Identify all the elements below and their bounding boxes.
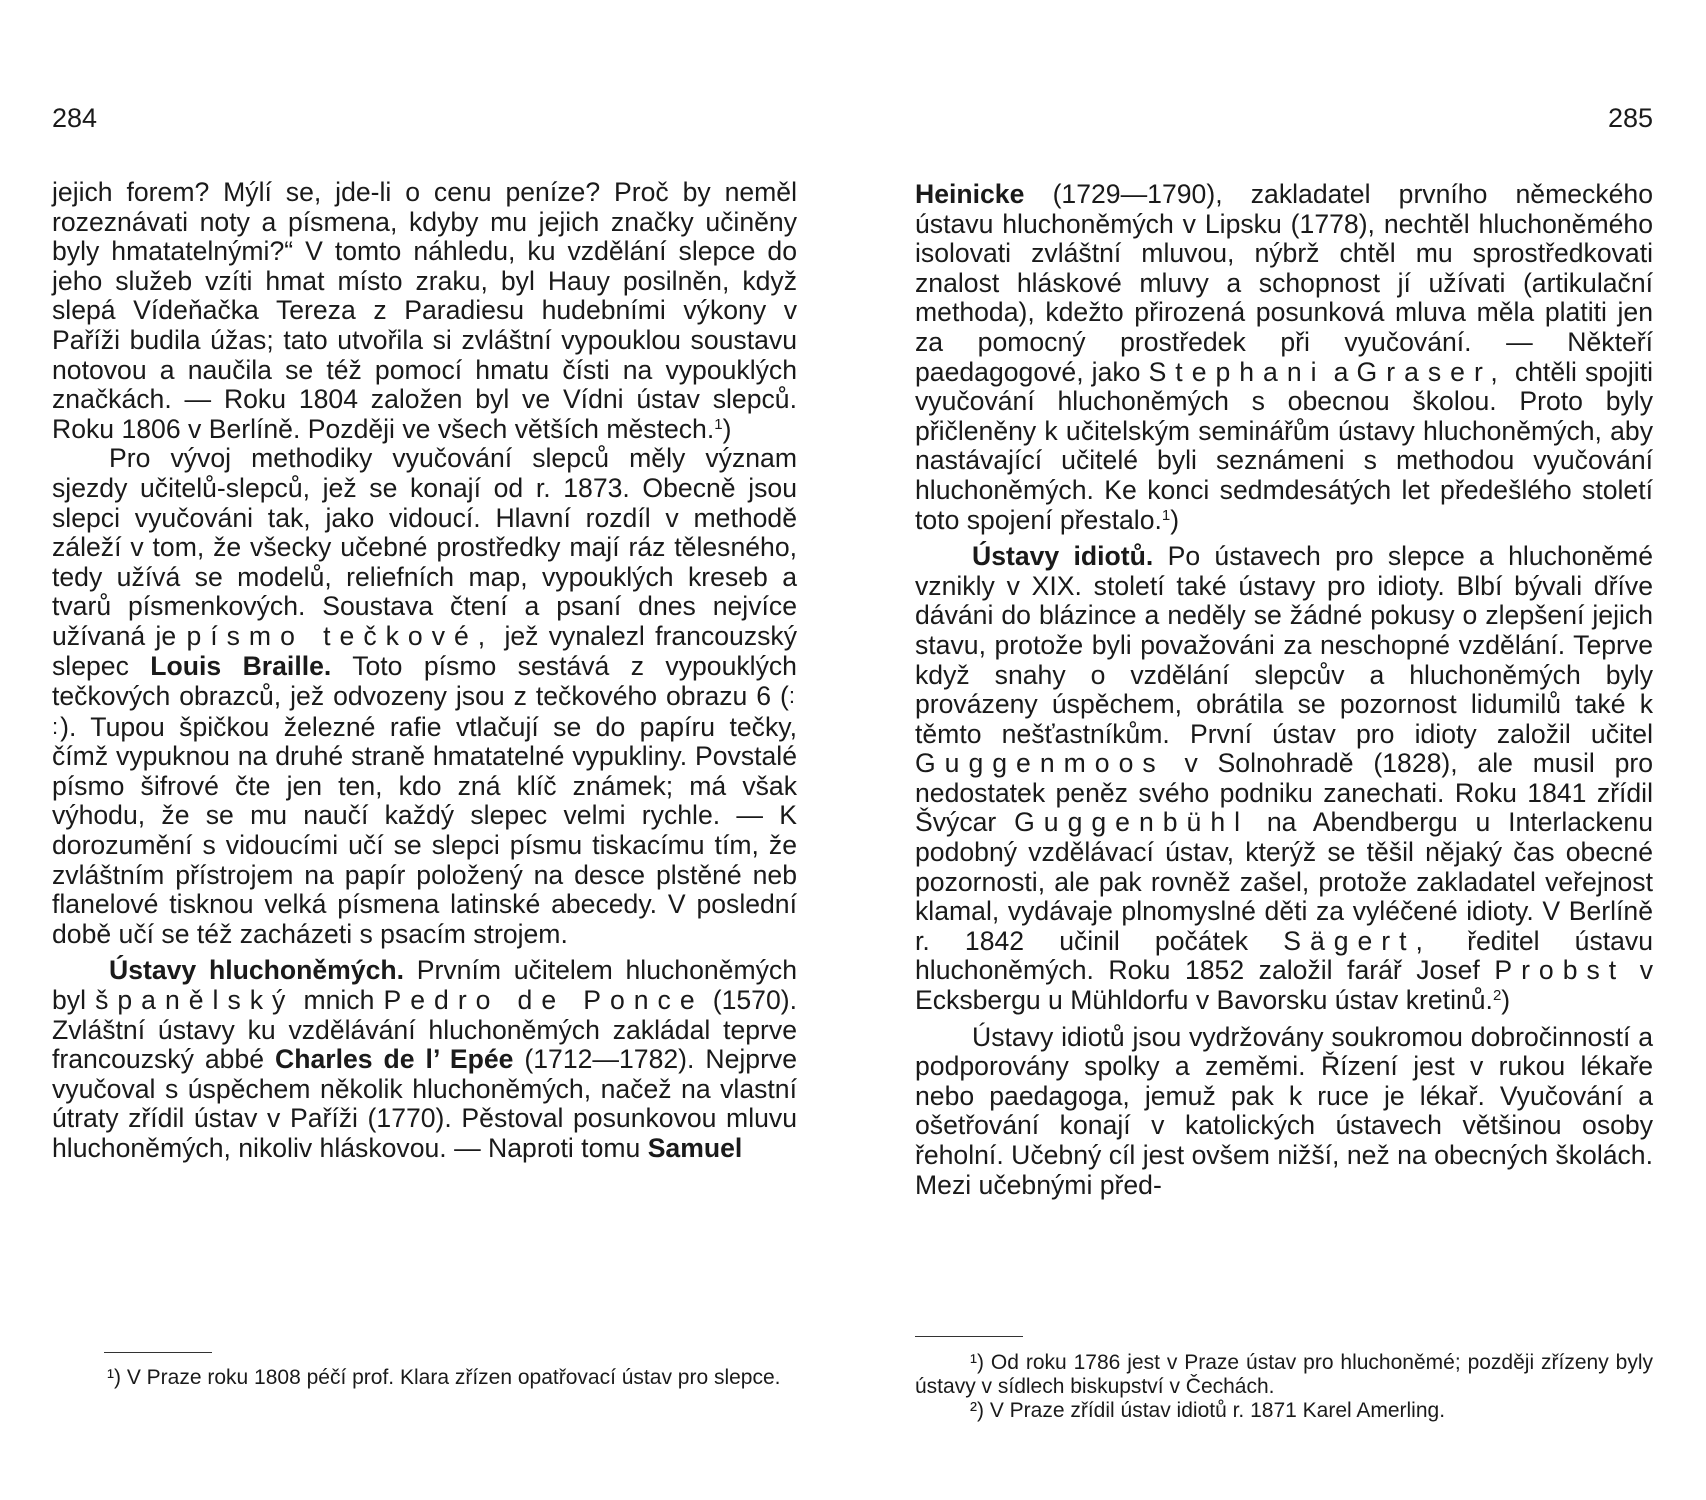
bold-name: Charles de l’ Epée — [275, 1044, 514, 1075]
text-run: na Abendbergu u Interlackenu podobný vzdělávací ústav, kterýž se těšil nějaký čas obecné pozornosti, ale pak rovněž zašel, protože zakladatel veřejnost klamal, vydávaje plnomyslné děti za vyléčené idioty. V Berlíně r. 1842 učinil počátek — [915, 807, 1654, 956]
spaced-term: Graser, — [1356, 356, 1507, 387]
section-heading: Ústavy idiotů. — [972, 541, 1154, 572]
paragraph — [52, 956, 797, 1163]
bold-name: Heinicke — [915, 179, 1025, 209]
spaced-term: Stephani — [1148, 356, 1326, 387]
footnote: ¹) Od roku 1786 jest v Praze ústav pro hluchoněmé; později zřízeny byly ústavy v sídlech biskupství v Čechách. — [915, 1351, 1653, 1398]
text-run: ) — [1501, 985, 1511, 1016]
text-run: Po ústavech pro slepce a hluchoněmé vznikly v XIX. století také ústavy pro idioty. Blbí bývali dříve dáváni do blázince a neděly se žádné pokusy o zlepšení jejich stavu, protože byli považováni za neschopné vzdělání. Teprve když snahy o vzdělání slepcův a hluchoněmých byly provázeny úspěchem, obrátila se pozornost lidumilů také k těmto nešťastníkům. První ústav pro idioty založil učitel — [915, 541, 1653, 749]
text-run: Pro vývoj methodiky vyučování slepců měly význam sjezdy učitelů-slepců, jež se konají od r. 1873. Obecně jsou slepci vyučováni tak, jako vidoucí. Hlavní rozdíl v methodě záleží v tom, že všecky učebné prostředky mají ráz tělesného, tedy užívá se modelů, reliefních map, vypouklých kreseb a tvarů písmenkových. Soustava čtení a psaní dnes nejvíce užívaná je — [52, 443, 797, 651]
text-run: v Ecksbergu u Mühldorfu v Bavorsku ústav kretinů. — [915, 955, 1654, 1016]
text-run: Toto písmo sestává z vypouklých tečkových obrazců, jež odvozeny jsou z tečkového obrazu 6 ( — [52, 650, 797, 712]
spaced-term: španělský — [95, 985, 295, 1016]
text-run: a — [1333, 356, 1349, 387]
footnote-rule — [915, 1336, 1023, 1337]
footnotes — [915, 1351, 1653, 1423]
spaced-term: Guggenbühl — [1014, 807, 1250, 838]
paragraph — [915, 180, 1653, 535]
section-heading: Ústavy hluchoněmých. — [109, 955, 405, 986]
text-run: ředitel ústavu hluchoněmých. Roku 1852 založil farář Josef — [915, 925, 1654, 986]
spaced-term: Pedro de Ponce — [383, 985, 704, 1016]
page-number: 284 — [52, 103, 98, 133]
braille-cell-icon: : : — [52, 683, 797, 739]
body-text — [52, 178, 797, 1164]
paragraph: Ústavy idiotů jsou vydržovány soukromou dobročinností a podporovány spolky a zeměmi. Řízení jest v rukou lékaře nebo paedagoga, jemuž pak k ruce je lékař. Vyučování a ošetřování konají v katolických ústavech většinou osoby řeholní. Učebný cíl jest ovšem nižší, než na obecných školách. Mezi učebnými před- — [915, 1021, 1653, 1200]
text-run: mnich — [303, 985, 375, 1016]
paragraph — [52, 444, 797, 949]
page-number: 285 — [1607, 103, 1653, 133]
spaced-term: písmo tečkové, — [186, 620, 495, 651]
body-text — [915, 180, 1653, 1200]
text-run: chtěli spojiti vyučování hluchoněmých s obecnou školou. Proto byly přičleněny k učitelským seminářům ústavy hluchoněmých, aby nastávající učitelé byli seznámeni s methodou vyučování hluchoněmých. Ke konci sedmdesátých let předešlého století toto spojení přestalo. — [915, 356, 1654, 535]
text-run: (1729—1790), zakladatel prvního německého ústavu hluchoněmých v Lipsku (1778), nechtěl hluchoněmého isolovati zvláštní mluvou, nýbrž chtěl mu sprostředkovati znalost hláskové mluvy a schopnost jí užívati (artikulační methoda), kdežto přirozená posunková mluva měla platiti jen za pomocný prostředek při vyučování. — Někteří paedagogové, jako — [915, 179, 1654, 387]
paragraph — [915, 542, 1653, 1016]
footnote: ¹) V Praze roku 1808 péčí prof. Klara zřízen opatřovací ústav pro slepce. — [107, 1366, 781, 1389]
paragraph — [52, 178, 797, 444]
text-run: ). Tupou špičkou železné rafie vtlačují se do papíru tečky, čímž vypuknou na druhé straně hmatatelné vypukliny. Povstalé písmo šifrové čte jen ten, kdo zná klíč známek; má však výhodu, že se mu naučí každý slepec velmi rychle. — K dorozumění s vidoucími učí se slepci písmu tiskacímu tím, že zvláštním přístrojem na papír položený na desce plstěné neb flanelové tisknou velká písmena latinské abecedy. V poslední době učí se též zacházeti s psacím strojem. — [52, 711, 797, 949]
text-run: (1570). Zvláštní ústavy ku vzdělávání hluchoněmých zakládal teprve francouzský abbé — [52, 985, 797, 1075]
text-run: ) — [722, 413, 732, 444]
text-run: Prvním učitelem hluchoněmých byl — [52, 955, 797, 1016]
footnote-ref: 2 — [1492, 987, 1502, 1005]
spaced-term: Guggenmoos — [915, 748, 1165, 779]
text-run: jež vynalezl francouzský slepec — [52, 620, 798, 681]
text-run: v Solnohradě (1828), ale musil pro nedostatek peněz svého podniku zanechati. Roku 1841 zřídil Švýcar — [915, 748, 1654, 838]
bold-name: Samuel — [647, 1133, 743, 1163]
text-run: ) — [1170, 504, 1180, 535]
text-run: jejich forem? Mýlí se, jde-li o cenu peníze? Proč by neměl rozeznávati noty a písmena, kdyby mu jejich značky učiněny byly hmatatelnými?“ V tomto náhledu, ku vzdělání slepce do jeho služeb vzíti hmat místo zraku, byl Hauy posilněn, když slepá Vídeňačka Tereza z Paradiesu hudebními výkony v Paříži budila úžas; tato utvořila si zvláštní vypouklou soustavu notovou a naučila se též pomocí hmatu čísti na vypouklých značkách. — Roku 1804 založen byl ve Vídni ústav slepců. Roku 1806 v Berlíně. Později ve všech větších městech. — [52, 177, 797, 444]
bold-name: Louis Braille. — [150, 650, 332, 681]
spaced-term: Sägert, — [1283, 925, 1432, 956]
footnote-ref: 1 — [714, 415, 723, 433]
footnotes — [52, 1366, 797, 1390]
text-run: (1712—1782). Nejprve vyučoval s úspěchem několik hluchoněmých, načež na vlastní útraty zřídil ústav v Paříži (1770). Pěstoval posunkovou mluvu hluchoněmých, nikoliv hláskovou. — Naproti tomu — [52, 1044, 798, 1163]
spaced-term: Probst — [1494, 955, 1626, 986]
footnote-ref: 1 — [1161, 506, 1171, 524]
footnote: ²) V Praze zřídil ústav idiotů r. 1871 Karel Amerling. — [970, 1399, 1446, 1422]
footnote-rule — [104, 1352, 212, 1353]
